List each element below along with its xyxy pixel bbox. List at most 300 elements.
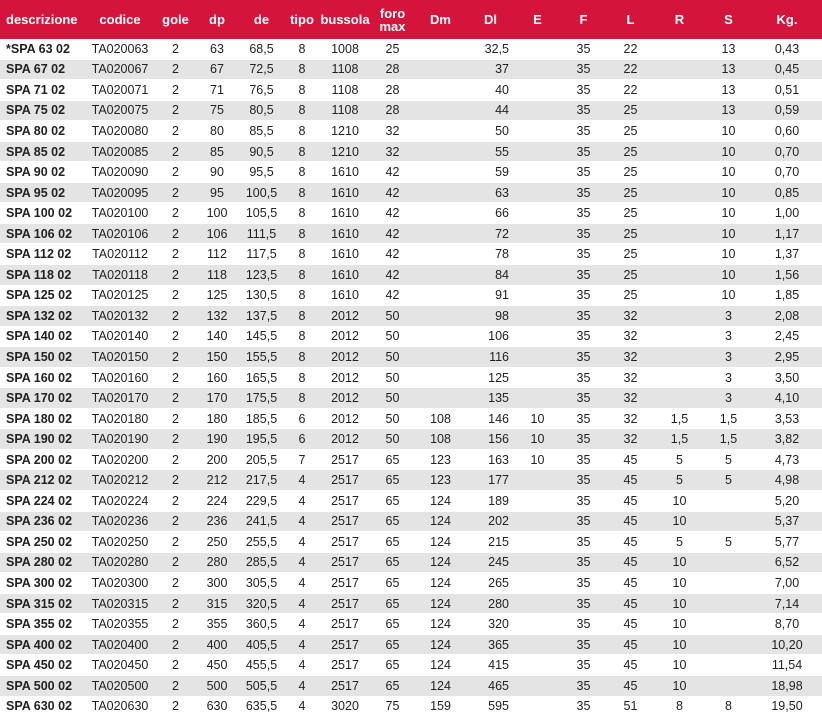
cell-s: 10: [705, 141, 752, 162]
cell-dm: [415, 182, 466, 203]
cell-foro-max: 65: [370, 470, 415, 491]
cell-l: 25: [607, 162, 654, 183]
cell-codice: TA020212: [84, 470, 156, 491]
cell-dm: 159: [415, 696, 466, 717]
cell-e: [515, 244, 560, 265]
cell-s: 1,5: [705, 408, 752, 429]
cell-kg: 1,00: [752, 203, 822, 224]
cell-l: 45: [607, 511, 654, 532]
table-row: [0, 408, 822, 429]
cell-f: 35: [560, 634, 607, 655]
cell-dl: 189: [466, 491, 515, 512]
cell-foro-max: 42: [370, 223, 415, 244]
cell-r: 10: [654, 655, 705, 676]
cell-de: 229,5: [239, 491, 284, 512]
cell-e: [515, 121, 560, 142]
cell-descrizione: SPA 280 02: [0, 552, 84, 573]
cell-tipo: 4: [284, 573, 320, 594]
cell-gole: 2: [156, 675, 195, 696]
cell-gole: 2: [156, 80, 195, 101]
cell-tipo: 8: [284, 59, 320, 80]
cell-f: 35: [560, 59, 607, 80]
cell-f: 35: [560, 388, 607, 409]
cell-r: 1,5: [654, 408, 705, 429]
cell-descrizione: SPA 80 02: [0, 121, 84, 142]
cell-l: 25: [607, 285, 654, 306]
cell-r: 5: [654, 470, 705, 491]
cell-descrizione: SPA 400 02: [0, 634, 84, 655]
cell-f: 35: [560, 306, 607, 327]
cell-tipo: 4: [284, 491, 320, 512]
cell-tipo: 6: [284, 429, 320, 450]
cell-kg: 0,59: [752, 100, 822, 121]
cell-descrizione: SPA 71 02: [0, 80, 84, 101]
cell-bussola: 2012: [320, 408, 370, 429]
cell-gole: 2: [156, 203, 195, 224]
cell-de: 175,5: [239, 388, 284, 409]
column-header-s: S: [705, 0, 752, 39]
cell-l: 45: [607, 634, 654, 655]
cell-bussola: 1610: [320, 182, 370, 203]
cell-r: [654, 80, 705, 101]
cell-codice: TA020200: [84, 449, 156, 470]
cell-s: 13: [705, 39, 752, 59]
cell-dm: 124: [415, 511, 466, 532]
cell-l: 22: [607, 39, 654, 59]
cell-de: 137,5: [239, 306, 284, 327]
cell-dm: 124: [415, 491, 466, 512]
cell-gole: 2: [156, 449, 195, 470]
cell-r: 10: [654, 634, 705, 655]
cell-e: [515, 265, 560, 286]
cell-dm: 124: [415, 552, 466, 573]
cell-l: 22: [607, 80, 654, 101]
cell-s: 3: [705, 388, 752, 409]
cell-l: 32: [607, 306, 654, 327]
cell-e: [515, 80, 560, 101]
cell-foro-max: 42: [370, 182, 415, 203]
cell-dl: 72: [466, 223, 515, 244]
cell-de: 72,5: [239, 59, 284, 80]
cell-l: 25: [607, 121, 654, 142]
cell-foro-max: 42: [370, 244, 415, 265]
table-row: [0, 655, 822, 676]
cell-f: 35: [560, 244, 607, 265]
cell-de: 105,5: [239, 203, 284, 224]
cell-dm: [415, 39, 466, 59]
cell-tipo: 8: [284, 39, 320, 59]
cell-bussola: 2517: [320, 470, 370, 491]
cell-s: 10: [705, 244, 752, 265]
cell-codice: TA020630: [84, 696, 156, 717]
cell-l: 45: [607, 532, 654, 553]
cell-bussola: 1108: [320, 59, 370, 80]
cell-f: 35: [560, 655, 607, 676]
cell-bussola: 1610: [320, 265, 370, 286]
cell-f: 35: [560, 182, 607, 203]
cell-e: [515, 388, 560, 409]
cell-r: [654, 162, 705, 183]
table-row: [0, 265, 822, 286]
cell-gole: 2: [156, 429, 195, 450]
cell-gole: 2: [156, 100, 195, 121]
cell-dl: 59: [466, 162, 515, 183]
cell-descrizione: SPA 500 02: [0, 675, 84, 696]
table-row: [0, 532, 822, 553]
cell-codice: TA020100: [84, 203, 156, 224]
cell-codice: TA020063: [84, 39, 156, 59]
cell-dl: 163: [466, 449, 515, 470]
column-header-foro-max: foro max: [370, 0, 415, 39]
cell-de: 635,5: [239, 696, 284, 717]
cell-dm: 124: [415, 614, 466, 635]
cell-l: 45: [607, 573, 654, 594]
cell-foro-max: 42: [370, 203, 415, 224]
cell-tipo: 4: [284, 655, 320, 676]
cell-de: 185,5: [239, 408, 284, 429]
cell-e: [515, 367, 560, 388]
cell-kg: 5,20: [752, 491, 822, 512]
cell-e: [515, 614, 560, 635]
cell-l: 22: [607, 59, 654, 80]
cell-f: 35: [560, 532, 607, 553]
cell-de: 85,5: [239, 121, 284, 142]
table-row: [0, 244, 822, 265]
cell-dm: [415, 326, 466, 347]
cell-kg: 5,37: [752, 511, 822, 532]
table-row: [0, 347, 822, 368]
cell-dp: 100: [195, 203, 239, 224]
cell-f: 35: [560, 39, 607, 59]
cell-tipo: 8: [284, 244, 320, 265]
cell-s: 5: [705, 470, 752, 491]
cell-foro-max: 75: [370, 696, 415, 717]
cell-descrizione: SPA 118 02: [0, 265, 84, 286]
cell-dp: 280: [195, 552, 239, 573]
cell-f: 35: [560, 141, 607, 162]
cell-gole: 2: [156, 265, 195, 286]
cell-tipo: 4: [284, 552, 320, 573]
cell-dp: 630: [195, 696, 239, 717]
cell-kg: 0,85: [752, 182, 822, 203]
table-row: [0, 59, 822, 80]
cell-dp: 190: [195, 429, 239, 450]
table-row: [0, 141, 822, 162]
cell-bussola: 2517: [320, 449, 370, 470]
cell-s: 10: [705, 265, 752, 286]
cell-dl: 177: [466, 470, 515, 491]
cell-dl: 98: [466, 306, 515, 327]
cell-descrizione: SPA 75 02: [0, 100, 84, 121]
cell-gole: 2: [156, 285, 195, 306]
cell-gole: 2: [156, 141, 195, 162]
cell-kg: 2,95: [752, 347, 822, 368]
cell-f: 35: [560, 408, 607, 429]
cell-foro-max: 65: [370, 491, 415, 512]
table-row: [0, 162, 822, 183]
cell-r: [654, 244, 705, 265]
cell-descrizione: SPA 140 02: [0, 326, 84, 347]
cell-s: [705, 593, 752, 614]
cell-kg: 10,20: [752, 634, 822, 655]
cell-f: 35: [560, 552, 607, 573]
cell-dl: 40: [466, 80, 515, 101]
cell-s: [705, 614, 752, 635]
cell-l: 32: [607, 408, 654, 429]
cell-dm: 108: [415, 429, 466, 450]
cell-s: [705, 511, 752, 532]
cell-de: 100,5: [239, 182, 284, 203]
cell-s: 10: [705, 203, 752, 224]
cell-foro-max: 65: [370, 511, 415, 532]
cell-bussola: 2517: [320, 552, 370, 573]
cell-l: 45: [607, 470, 654, 491]
cell-kg: 0,70: [752, 162, 822, 183]
cell-l: 25: [607, 100, 654, 121]
cell-dp: 95: [195, 182, 239, 203]
cell-s: 13: [705, 80, 752, 101]
cell-foro-max: 65: [370, 655, 415, 676]
cell-bussola: 3020: [320, 696, 370, 717]
cell-l: 45: [607, 675, 654, 696]
cell-dm: 108: [415, 408, 466, 429]
cell-gole: 2: [156, 388, 195, 409]
cell-foro-max: 65: [370, 552, 415, 573]
cell-dm: [415, 306, 466, 327]
cell-codice: TA020112: [84, 244, 156, 265]
cell-foro-max: 65: [370, 532, 415, 553]
cell-gole: 2: [156, 655, 195, 676]
cell-dm: [415, 265, 466, 286]
cell-tipo: 8: [284, 265, 320, 286]
cell-foro-max: 50: [370, 306, 415, 327]
cell-gole: 2: [156, 306, 195, 327]
cell-bussola: 2517: [320, 491, 370, 512]
cell-descrizione: SPA 250 02: [0, 532, 84, 553]
cell-s: [705, 491, 752, 512]
cell-dl: 245: [466, 552, 515, 573]
cell-r: [654, 121, 705, 142]
cell-de: 130,5: [239, 285, 284, 306]
cell-l: 45: [607, 491, 654, 512]
cell-gole: 2: [156, 223, 195, 244]
cell-e: [515, 491, 560, 512]
cell-descrizione: SPA 100 02: [0, 203, 84, 224]
cell-tipo: 8: [284, 306, 320, 327]
cell-dp: 132: [195, 306, 239, 327]
cell-gole: 2: [156, 182, 195, 203]
cell-bussola: 2517: [320, 511, 370, 532]
cell-codice: TA020236: [84, 511, 156, 532]
cell-gole: 2: [156, 408, 195, 429]
cell-dl: 465: [466, 675, 515, 696]
cell-tipo: 8: [284, 162, 320, 183]
cell-dl: 320: [466, 614, 515, 635]
cell-s: [705, 655, 752, 676]
cell-r: 10: [654, 593, 705, 614]
cell-bussola: 2012: [320, 306, 370, 327]
cell-bussola: 1108: [320, 80, 370, 101]
cell-r: 10: [654, 491, 705, 512]
cell-dm: [415, 223, 466, 244]
cell-codice: TA020150: [84, 347, 156, 368]
cell-r: [654, 306, 705, 327]
cell-codice: TA020125: [84, 285, 156, 306]
cell-dp: 160: [195, 367, 239, 388]
column-header-r: R: [654, 0, 705, 39]
cell-bussola: 1610: [320, 285, 370, 306]
cell-kg: 1,17: [752, 223, 822, 244]
cell-codice: TA020280: [84, 552, 156, 573]
table-row: [0, 511, 822, 532]
cell-s: 10: [705, 182, 752, 203]
cell-kg: 0,51: [752, 80, 822, 101]
cell-kg: 0,45: [752, 59, 822, 80]
cell-dm: 124: [415, 655, 466, 676]
cell-f: 35: [560, 80, 607, 101]
cell-e: [515, 511, 560, 532]
cell-codice: TA020190: [84, 429, 156, 450]
cell-de: 145,5: [239, 326, 284, 347]
cell-dp: 112: [195, 244, 239, 265]
cell-tipo: 8: [284, 121, 320, 142]
cell-f: 35: [560, 511, 607, 532]
cell-f: 35: [560, 675, 607, 696]
cell-l: 51: [607, 696, 654, 717]
cell-dl: 50: [466, 121, 515, 142]
cell-e: [515, 306, 560, 327]
column-header-gole: gole: [156, 0, 195, 39]
cell-descrizione: SPA 630 02: [0, 696, 84, 717]
cell-descrizione: SPA 95 02: [0, 182, 84, 203]
cell-tipo: 8: [284, 285, 320, 306]
cell-descrizione: SPA 212 02: [0, 470, 84, 491]
cell-kg: 4,98: [752, 470, 822, 491]
cell-r: 10: [654, 573, 705, 594]
cell-dl: 116: [466, 347, 515, 368]
cell-gole: 2: [156, 573, 195, 594]
cell-de: 320,5: [239, 593, 284, 614]
cell-e: [515, 182, 560, 203]
cell-l: 25: [607, 244, 654, 265]
cell-e: [515, 203, 560, 224]
cell-e: [515, 470, 560, 491]
column-header-codice: codice: [84, 0, 156, 39]
cell-dl: 32,5: [466, 39, 515, 59]
cell-r: [654, 285, 705, 306]
column-header-kg: Kg.: [752, 0, 822, 39]
cell-dm: [415, 388, 466, 409]
cell-bussola: 2517: [320, 573, 370, 594]
cell-tipo: 8: [284, 203, 320, 224]
cell-gole: 2: [156, 634, 195, 655]
cell-foro-max: 50: [370, 408, 415, 429]
cell-bussola: 2517: [320, 614, 370, 635]
table-row: [0, 696, 822, 717]
column-header-dp: dp: [195, 0, 239, 39]
cell-tipo: 8: [284, 326, 320, 347]
cell-kg: 2,45: [752, 326, 822, 347]
cell-s: 10: [705, 121, 752, 142]
cell-foro-max: 50: [370, 388, 415, 409]
cell-bussola: 2517: [320, 655, 370, 676]
cell-gole: 2: [156, 511, 195, 532]
cell-de: 111,5: [239, 223, 284, 244]
cell-dp: 200: [195, 449, 239, 470]
cell-tipo: 8: [284, 141, 320, 162]
cell-dp: 150: [195, 347, 239, 368]
cell-codice: TA020224: [84, 491, 156, 512]
cell-descrizione: SPA 67 02: [0, 59, 84, 80]
cell-s: 5: [705, 532, 752, 553]
column-header-l: L: [607, 0, 654, 39]
cell-s: [705, 552, 752, 573]
cell-dl: 365: [466, 634, 515, 655]
table-row: [0, 675, 822, 696]
cell-f: 35: [560, 491, 607, 512]
cell-dm: [415, 285, 466, 306]
cell-gole: 2: [156, 696, 195, 717]
cell-foro-max: 28: [370, 100, 415, 121]
table-body: [0, 39, 822, 717]
cell-codice: TA020300: [84, 573, 156, 594]
table-row: [0, 80, 822, 101]
cell-r: [654, 100, 705, 121]
table-row: [0, 39, 822, 59]
cell-codice: TA020355: [84, 614, 156, 635]
cell-kg: 1,85: [752, 285, 822, 306]
cell-r: [654, 223, 705, 244]
cell-kg: 7,00: [752, 573, 822, 594]
cell-dp: 118: [195, 265, 239, 286]
column-header-de: de: [239, 0, 284, 39]
cell-gole: 2: [156, 367, 195, 388]
cell-gole: 2: [156, 532, 195, 553]
cell-codice: TA020450: [84, 655, 156, 676]
cell-dm: 124: [415, 675, 466, 696]
table-row: [0, 306, 822, 327]
cell-de: 195,5: [239, 429, 284, 450]
cell-codice: TA020075: [84, 100, 156, 121]
cell-tipo: 4: [284, 470, 320, 491]
cell-dp: 85: [195, 141, 239, 162]
cell-e: [515, 675, 560, 696]
cell-e: [515, 285, 560, 306]
cell-bussola: 2012: [320, 367, 370, 388]
cell-r: 1,5: [654, 429, 705, 450]
cell-de: 305,5: [239, 573, 284, 594]
cell-f: 35: [560, 285, 607, 306]
cell-bussola: 2517: [320, 532, 370, 553]
cell-l: 25: [607, 141, 654, 162]
table-row: [0, 121, 822, 142]
cell-dl: 55: [466, 141, 515, 162]
cell-s: 5: [705, 449, 752, 470]
cell-tipo: 8: [284, 182, 320, 203]
cell-gole: 2: [156, 326, 195, 347]
cell-gole: 2: [156, 244, 195, 265]
cell-dm: [415, 80, 466, 101]
cell-de: 217,5: [239, 470, 284, 491]
cell-bussola: 2517: [320, 675, 370, 696]
cell-codice: TA020090: [84, 162, 156, 183]
cell-kg: 1,37: [752, 244, 822, 265]
table-row: [0, 100, 822, 121]
cell-dp: 140: [195, 326, 239, 347]
cell-de: 68,5: [239, 39, 284, 59]
cell-l: 45: [607, 552, 654, 573]
cell-dl: 78: [466, 244, 515, 265]
